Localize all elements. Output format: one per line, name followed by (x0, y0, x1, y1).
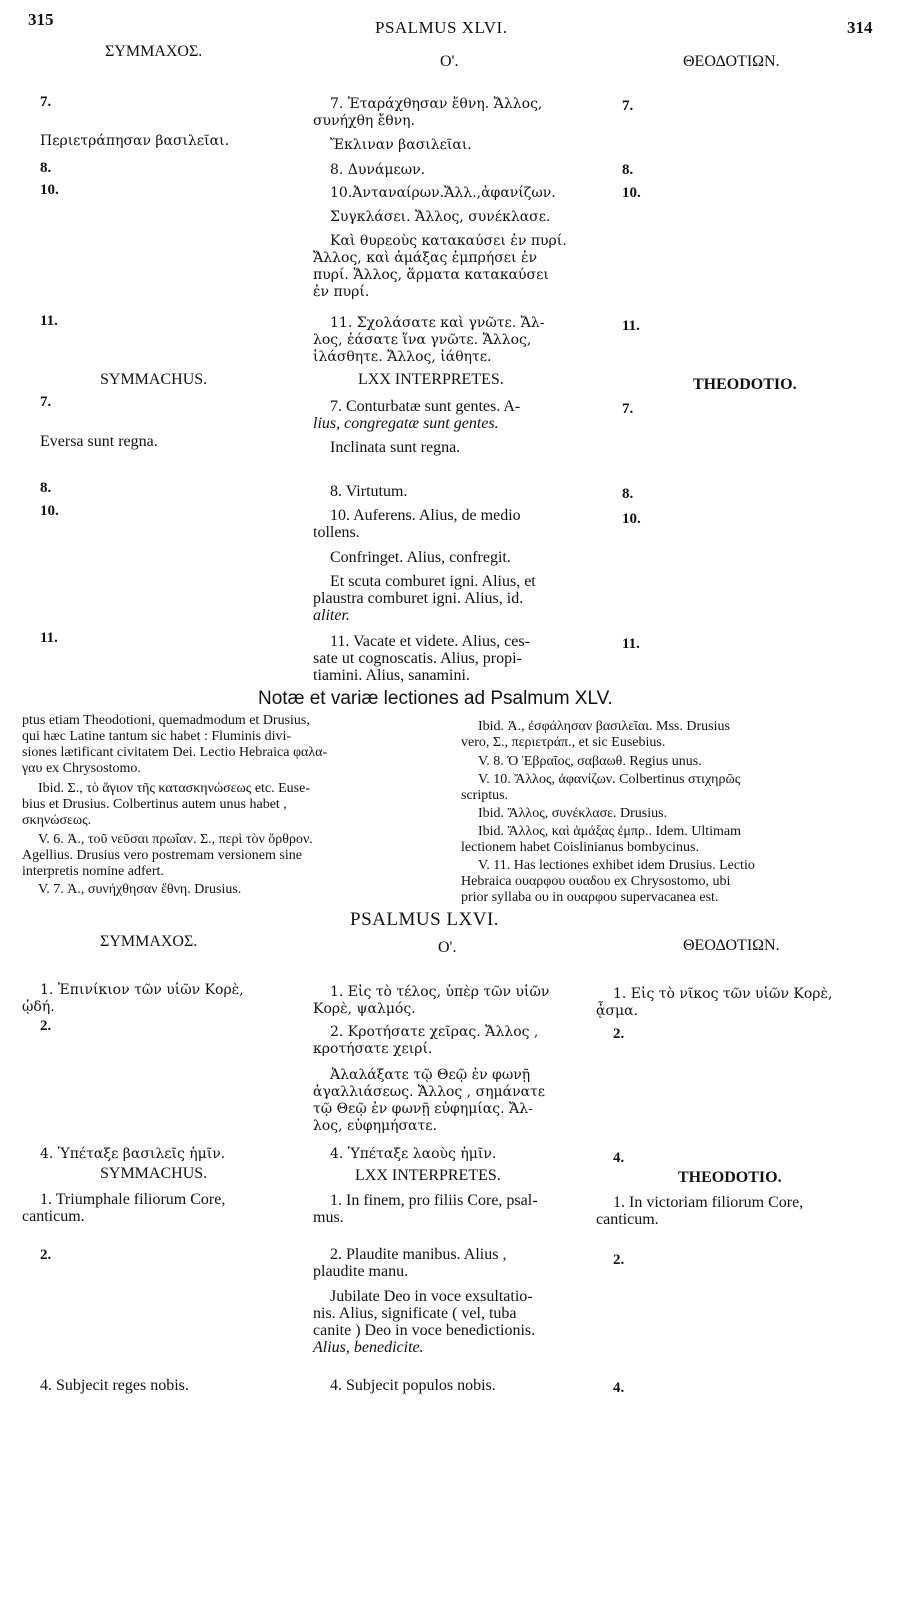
verse-number: 10. (40, 182, 59, 198)
theodotion-text: 1. Εἰς τὸ νῖκος τῶν υἱῶν Κορὲ, (613, 986, 833, 1002)
note-line: V. 11. Has lectiones exhibet idem Drusius. Lectio (478, 858, 755, 873)
column-heading-lxx-greek: Ο'. (438, 939, 457, 956)
verse-number: 10. (622, 511, 641, 527)
symmachus-text: canticum. (22, 1208, 85, 1225)
symmachus-text: 1. Ἐπινίκιον τῶν υἱῶν Κορὲ, (40, 982, 244, 998)
verse-number: 10. (622, 185, 641, 201)
lxx-text-line: 10. Auferens. Alius, de medio (330, 507, 521, 524)
note-line: interpretis nomine adfert. (22, 864, 164, 879)
note-line: Ibid. Σ., τὸ ἅγιον τῆς κατασκηνώσεως etc. Euse- (38, 781, 311, 796)
lxx-text-line: 8. Virtutum. (330, 483, 408, 500)
lxx-text-line: 2. Κροτήσατε χεῖρας. Ἄλλος , (330, 1024, 539, 1040)
note-line: lectionem habet Coislinianus bombycinus. (461, 840, 699, 855)
note-line: vero, Σ., περιετράπ., et sic Eusebius. (461, 735, 666, 750)
column-heading-symmachus-latin: SYMMACHUS. (100, 1165, 208, 1182)
lxx-text-line: plaustra comburet igni. Alius, id. (313, 590, 524, 607)
page-number-left: 315 (28, 10, 54, 29)
lxx-text-line: sate ut cognoscatis. Alius, propi- (313, 650, 522, 667)
lxx-text-line: 10.Ἀνταναίρων.Ἄλλ.,ἀφανίζων. (330, 185, 556, 201)
lxx-text-line: Et scuta comburet igni. Alius, et (330, 573, 536, 590)
column-heading-lxx-latin: LXX INTERPRETES. (355, 1167, 501, 1184)
verse-number: 4. (613, 1380, 625, 1396)
note-line: prior syllaba ου in ουαρφου supervacanea est. (461, 890, 719, 905)
lxx-text-line: 4. Ὑπέταξε λαοὺς ἡμῖν. (330, 1146, 497, 1162)
verse-number: 11. (40, 630, 58, 646)
note-line: V. 8. Ὁ Ἑβραῖος, σαβαωθ. Regius unus. (478, 754, 702, 769)
lxx-text-line: συνήχθη ἔθνη. (313, 113, 416, 129)
lxx-text-line: 1. In finem, pro filiis Core, psal- (330, 1192, 538, 1209)
verse-number: 7. (40, 394, 52, 410)
note-line: V. 6. Ἀ., τοῦ νεῦσαι πρωΐαν. Σ., περὶ τὸν ὄρθρον. (38, 832, 313, 847)
column-heading-theodotion-greek: ΘΕΟΔΟΤΙΩΝ. (683, 53, 780, 70)
verse-number: 2. (40, 1018, 52, 1034)
lxx-text-line: ἱλάσθητε. Ἄλλος, ἰάθητε. (313, 349, 492, 365)
lxx-text-line: Καὶ θυρεοὺς κατακαύσει ἐν πυρί. (330, 233, 567, 249)
psalm-title: PSALMUS LXVI. (350, 909, 500, 930)
lxx-text-line: ἀγαλλιάσεως. Ἄλλος , σημάνατε (313, 1084, 546, 1100)
lxx-text-line: canite ) Deo in voce benedictionis. (313, 1322, 536, 1339)
lxx-text-line: Jubilate Deo in voce exsultatio- (330, 1288, 533, 1305)
verse-number: 11. (622, 318, 640, 334)
verse-number: 10. (40, 503, 59, 519)
verse-number: 2. (613, 1252, 625, 1268)
column-heading-lxx-latin: LXX INTERPRETES. (358, 371, 504, 388)
lxx-text-line: Alius, benedicite. (313, 1339, 424, 1356)
symmachus-text: 1. Triumphale filiorum Core, (40, 1191, 226, 1208)
column-heading-lxx-greek: Ο'. (440, 53, 459, 70)
lxx-text-line: 4. Subjecit populos nobis. (330, 1377, 496, 1394)
verse-number: 4. (613, 1150, 625, 1166)
column-heading-symmachus-latin: SYMMACHUS. (100, 371, 208, 388)
lxx-text-line: aliter. (313, 607, 350, 624)
note-line: ptus etiam Theodotioni, quemadmodum et Drusius, (22, 713, 310, 728)
page-number-right: 314 (847, 18, 873, 37)
verse-number: 7. (40, 94, 52, 110)
theodotion-text: ᾆσμα. (596, 1003, 639, 1019)
column-heading-theodotion-latin: THEODOTIO. (693, 376, 797, 393)
symmachus-text: 4. Ὑπέταξε βασιλεῖς ἡμῖν. (40, 1146, 226, 1162)
verse-number: 2. (613, 1026, 625, 1042)
lxx-text-line: 1. Εἰς τὸ τέλος, ὑπὲρ τῶν υἱῶν (330, 984, 550, 1000)
symmachus-text: Περιετράπησαν βασιλεῖαι. (40, 133, 230, 149)
note-line: scriptus. (461, 788, 509, 803)
note-line: bius et Drusius. Colbertinus autem unus habet , (22, 797, 287, 812)
verse-number: 2. (40, 1247, 52, 1263)
symmachus-text: ᾠδή. (22, 999, 55, 1015)
column-heading-theodotion-latin: THEODOTIO. (678, 1169, 782, 1186)
lxx-text-line: πυρί. Ἄλλος, ἅρματα κατακαύσει (313, 267, 549, 283)
notes-heading: Notæ et variæ lectiones ad Psalmum XLV. (258, 688, 613, 709)
verse-number: 8. (40, 160, 52, 176)
verse-number: 7. (622, 98, 634, 114)
note-line: σκηνώσεως. (22, 813, 92, 828)
lxx-text-line: tollens. (313, 524, 360, 541)
lxx-text-line: tiamini. Alius, sanamini. (313, 667, 470, 684)
lxx-text-line: λος, ἐάσατε ἵνα γνῶτε. Ἄλλος, (313, 332, 532, 348)
lxx-text-line: 11. Σχολάσατε καὶ γνῶτε. Ἄλ- (330, 315, 545, 331)
note-line: siones lætificant civitatem Dei. Lectio Hebraica φαλα- (22, 745, 328, 760)
note-line: V. 7. Ἀ., συνήχθησαν ἔθνη. Drusius. (38, 882, 242, 897)
lxx-text-line: 7. Ἐταράχθησαν ἔθνη. Ἄλλος, (330, 96, 543, 112)
note-line: V. 10. Ἄλλος, ἀφανίζων. Colbertinus στιχηρῶς (478, 772, 741, 787)
column-heading-theodotion-greek: ΘΕΟΔΟΤΙΩΝ. (683, 937, 780, 954)
lxx-text-line: Confringet. Alius, confregit. (330, 549, 511, 566)
lxx-text-line: mus. (313, 1209, 344, 1226)
lxx-text-line: plaudite manu. (313, 1263, 409, 1280)
lxx-text-line: 2. Plaudite manibus. Alius , (330, 1246, 507, 1263)
lxx-text-line: Κορὲ, ψαλμός. (313, 1001, 416, 1017)
lxx-text-line: τῷ Θεῷ ἐν φωνῇ εὐφημίας. Ἄλ- (313, 1101, 533, 1117)
lxx-text-line: Συγκλάσει. Ἄλλος, συνέκλασε. (330, 209, 551, 225)
verse-number: 8. (622, 486, 634, 502)
verse-number: 11. (622, 636, 640, 652)
lxx-text-line: 7. Conturbatæ sunt gentes. A- (330, 398, 521, 415)
lxx-text-line: 8. Δυνάμεων. (330, 162, 426, 178)
running-title: PSALMUS XLVI. (375, 18, 508, 37)
lxx-text-line: nis. Alius, significate ( vel, tuba (313, 1305, 517, 1322)
symmachus-text: 4. Subjecit reges nobis. (40, 1377, 189, 1394)
symmachus-text: Eversa sunt regna. (40, 433, 158, 450)
note-line: Hebraica ουαρφου ουαδου ex Chrysostomo, ubi (461, 874, 731, 889)
lxx-text-line: Inclinata sunt regna. (330, 439, 461, 456)
verse-number: 7. (622, 401, 634, 417)
column-heading-symmachus-greek: ΣΥΜΜΑΧΟΣ. (105, 43, 203, 60)
verse-number: 8. (40, 480, 52, 496)
lxx-text-line: Ἄλλος, καὶ ἁμάξας ἐμπρήσει ἐν (313, 250, 537, 266)
verse-number: 11. (40, 313, 58, 329)
lxx-text-line: Ἔκλιναν βασιλεῖαι. (330, 137, 472, 153)
theodotion-text: canticum. (596, 1211, 659, 1228)
note-line: Agellius. Drusius vero postremam versionem sine (22, 848, 302, 863)
note-line: Ibid. Ἄλλος, καὶ ἁμάξας ἐμπρ.. Idem. Ultimam (478, 824, 742, 839)
lxx-text-line: 11. Vacate et videte. Alius, ces- (330, 633, 530, 650)
lxx-text-line: κροτήσατε χειρί. (313, 1041, 433, 1057)
lxx-text-line: λος, εὐφημήσατε. (313, 1118, 437, 1134)
lxx-text-line: lius, congregatæ sunt gentes. (313, 415, 499, 432)
column-heading-symmachus-greek: ΣΥΜΜΑΧΟΣ. (100, 933, 198, 950)
lxx-text-line: Ἀλαλάξατε τῷ Θεῷ ἐν φωνῇ (330, 1067, 531, 1083)
verse-number: 8. (622, 162, 634, 178)
note-line: γαυ ex Chrysostomo. (22, 761, 141, 776)
note-line: qui hæc Latine tantum sic habet : Fluminis divi- (22, 729, 292, 744)
theodotion-text: 1. In victoriam filiorum Core, (613, 1194, 804, 1211)
note-line: Ibid. Ἄλλος, συνέκλασε. Drusius. (478, 806, 668, 821)
note-line: Ibid. Ἀ., ἐσφάλησαν βασιλεῖαι. Mss. Drusius (478, 719, 730, 734)
lxx-text-line: ἐν πυρί. (313, 284, 370, 300)
